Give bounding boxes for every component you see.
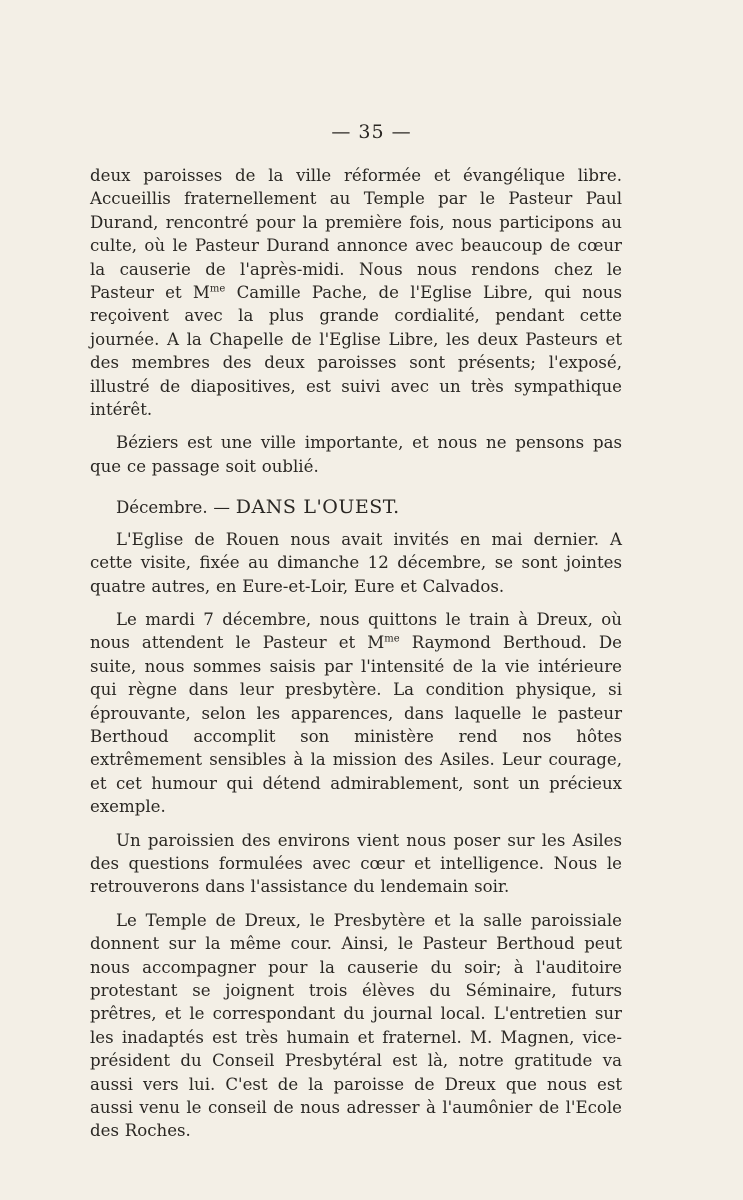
heading-date: Décembre. — [116, 498, 236, 518]
heading-title: DANS L'OUEST. [235, 496, 400, 519]
paragraph-dreux-temple: Le Temple de Dreux, le Presbytère et la salle paroissiale donnent sur la même cour. Ainsi, le Pasteur Berthoud peut nous accompagner pour la causerie du soir; à l'auditoire protestant se joignent trois élèves du Séminaire, futurs prêtres, et le correspondant du journal local. L'entretien sur les inadaptés est très humain et fraternel. M. Magnen, vice-président du Conseil Presbytéral est là, notre gratitude va aussi vers lui. C'est de la paroisse de Dreux que nous est aussi venu le conseil de nous adresser à l'aumônier de l'Ecole des Roches. [90, 910, 622, 1141]
madame-abbreviation: me [384, 633, 400, 645]
paragraph-beziers-conclusion: Béziers est une ville importante, et nous ne pensons pas que ce passage soit oublié. [90, 433, 622, 476]
paragraph-beziers-visit [90, 164, 622, 421]
paragraph-parishioner: Un paroissien des environs vient nous poser sur les Asiles des questions formulées avec cœur et intelligence. Nous le retrouverons dans l'assistance du lendemain soir. [90, 830, 622, 897]
paragraph-text: Raymond Berthoud. De suite, nous sommes saisis par l'intensité de la vie intérieure qui règne dans leur presbytère. La condition physique, si éprouvante, selon les apparences, dans laquelle le pasteur Berthoud accomplit son ministère rend nos hôtes extrêmement sensibles à la mission des Asiles. Leur courage, et cet humour qui détend admirablement, sont un précieux exemple. [90, 633, 622, 817]
section-heading [90, 496, 622, 519]
page-number: — 35 — [331, 121, 412, 143]
madame-abbreviation: me [209, 283, 226, 295]
paragraph-text: deux paroisses de la ville réformée et évangélique libre. Accueillis fraternellement au Temple par le Pasteur Paul Durand, rencontré pour la première fois, nous participons au culte, où le Pasteur Durand annonce avec beaucoup de cœur la causerie de l'après-midi. Nous nous rendons chez le Pasteur et M [90, 166, 622, 303]
paragraph-text: Camille Pache, de l'Eglise Libre, qui nous reçoivent avec la plus grande cordialité, pendant cette journée. A la Chapelle de l'Eglise Libre, les deux Pasteurs et des membres des deux paroisses sont présents; l'exposé, illustré de diapositives, est suivi avec un très sympathique intérêt. [90, 283, 622, 420]
paragraph-rouen-invitation: L'Eglise de Rouen nous avait invités en mai dernier. A cette visite, fixée au dimanche 12 décembre, se sont jointes quatre autres, en Eure-et-Loir, Eure et Calvados. [90, 529, 622, 596]
paragraph-text: Le mardi 7 décembre, nous quittons le train à Dreux, où nous attendent le Pasteur et M [90, 609, 622, 653]
body-text [90, 164, 622, 1153]
paragraph-dreux-arrival [90, 608, 622, 819]
